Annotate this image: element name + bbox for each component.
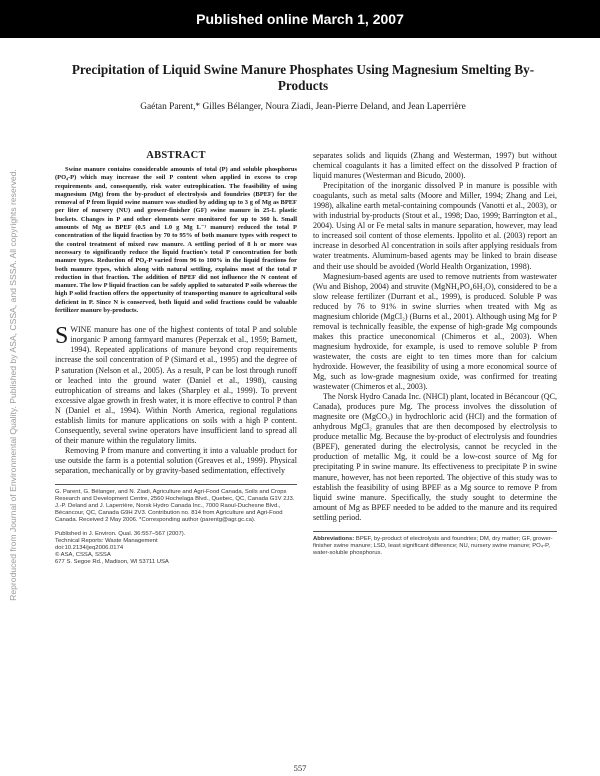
copyright-line: © ASA, CSSA, SSSA: [55, 551, 111, 558]
publication-info: [55, 531, 297, 566]
abbreviations-label: Abbreviations:: [313, 535, 355, 542]
abbreviations-text: BPEF, by-product of electrolysis and foundries; DM, dry matter; GF, grower-finisher swine manure; LSD, least significant difference; NU, nursery swine manure; PO₄-P, water-soluble phosphorus.: [313, 535, 553, 556]
body-paragraph-norsk-hydro: The Norsk Hydro Canada Inc. (NHCI) plant, located in Bécancour (QC, Canada), produces pure Mg. The process involves the dissolution of magnesite ore (MgCO₃) in hydrochloric acid (HCl) and the formation of anhydrous MgCl₂ granules that are then decomposed by electrolysis to produce metallic Mg. Because the by-product of electrolysis and foundries (BPEF), generated during the electrolysis, cannot be recycled in the production of metallic Mg, it could be a low-cost source of Mg for precipitating P in swine manure. Its effectiveness to precipitate P in swine manure, however, has not been reported. The objective of this study was to establish the feasibility of using BPEF as a Mg source to remove P from liquid swine manure. Specifically, the study sought to determine the amount of Mg as BPEF needed to be added to the manure and its required settling period.: [313, 392, 557, 522]
abbreviations-divider: [313, 531, 557, 532]
copyright-sidebar: [7, 45, 19, 725]
abbreviations: [313, 536, 557, 557]
right-column: [313, 151, 557, 563]
copyright-notice: Reproduced from Journal of Environmental Quality. Published by ASA, CSSA, and SSSA. All copyrights reserved.: [8, 169, 18, 601]
intro-paragraph-2: Removing P from manure and converting it into a valuable product for use outside the farm is a potential solution (Greaves et al., 1999). Physical separation, mechanically or by gravity-based sedimentation, effectively: [55, 445, 297, 475]
left-column: [55, 150, 297, 572]
doi: doi:10.2134/jeq2006.0174: [55, 544, 124, 551]
body-paragraph-continued: separates solids and liquids (Zhang and Westerman, 1997) but without chemical coagulants it has a limited effect on the dissolved P fraction of liquid manures (Westerman and Bicudo, 2000).: [313, 151, 557, 181]
body-paragraph-precipitation: Precipitation of the inorganic dissolved P in manure is possible with coagulants, such as metal salts (Moore and Miller, 1994; Zhang and Lei, 1998), alkaline earth metal-containing compounds (Vanotti et al., 2003), or with industrial by-products (Stout et al., 1998; Dao, 1999; Barrington et al., 2004). Using Al or Fe metal salts in manure separation, however, may lead to increased soil content of those elements. Ippolito et al. (2003) report an increase in desorbed Al concentration in soils after applying residuals from water treatments. Aluminum-based agents may be linked to brain disease and their use should be avoided (World Health Organization, 1998).: [313, 181, 557, 271]
abstract-text: Swine manure contains considerable amounts of total (P) and soluble phosphorus (PO₄-P) which may increase the soil P content when applied in excess to crop requirements and, consequently, risk water eutrophication. The feasibility of using magnesium (Mg) from the by-product of electrolysis and foundries (BPEF) for the removal of P from liquid swine manure was studied by adding up to 3 g of Mg as BPEF per liter of nursery (NU) and grower-finisher (GF) swine manure in 25-L plastic buckets. Changes in P and other elements were monitored for up to 360 h. Small amounts of Mg as BPEF (0.5 and 1.0 g Mg L⁻¹ manure) reduced the total P concentration of the liquid fraction by 70 to 95% of both manure types with respect to the control treatment of mixed raw manure. A settling period of 8 h or more was necessary to significantly reduce the liquid fraction's total P concentration for both manure types. Reduction of PO₄-P varied from 96 to 100% in the liquid fractions for both manure types, which along with natural settling, explains most of the total P reduction in that fraction. The addition of BPEF did not influence the N content of manure. The low P liquid fraction can be safely applied to saturated P soils whereas the high P solid fraction offers the opportunity of transporting manure to agricultural soils deficient in P. Since N is conserved, both liquid and solid fractions could be valuable fertilizer manure by-products.: [55, 166, 297, 315]
intro-paragraph-1: [55, 325, 297, 446]
publication-banner: [0, 0, 600, 38]
page-number: 557: [293, 763, 307, 773]
report-category: Technical Reports: Waste Management: [55, 537, 158, 544]
publication-citation: Published in J. Environ. Qual. 36:557–567 (2007).: [55, 530, 186, 537]
author-list: Gaétan Parent,* Gilles Bélanger, Noura Ziadi, Jean-Pierre Deland, and Jean Laperrière: [140, 102, 466, 112]
intro-paragraph-1-text: WINE manure has one of the highest contents of total P and soluble inorganic P among farmyard manures (Peperzak et al., 1959; Barnett, 1994). Repeated applications of manure beyond crop requirements increase the soil concentration of P (Simard et al., 1995) and the degree of P saturation (Nelson et al., 2005). As a result, P can be lost through runoff or leached into the ground water (Daniel et al., 1998), causing eutrophication of streams and lakes (Sharpley et al., 1999). To prevent excessive algae growth in fresh water, it is more effective to control P than N (Daniel et al., 1994). Within North America, regional regulations establish limits for manure applications on soils with a high P content. Consequently, several swine operators have insufficient land to spread all of their manure within the regulatory limits.: [55, 325, 297, 445]
published-date: Published online March 1, 2007: [196, 11, 404, 27]
publisher-address: 677 S. Segoe Rd., Madison, WI 53711 USA: [55, 558, 169, 565]
abstract-heading: ABSTRACT: [146, 150, 206, 161]
article-title: Precipitation of Liquid Swine Manure Phosphates Using Magnesium Smelting By-Products: [71, 62, 535, 93]
footnote-divider: [55, 484, 297, 485]
author-affiliations: G. Parent, G. Bélanger, and N. Ziadi, Agriculture and Agri-Food Canada, Soils and Crops Research and Development Centre, 2560 Hochelaga Blvd., Quebec, QC, Canada G1V 2J3. J.-P. Deland and J. Laperrière, Norsk Hydro Canada Inc., 7000 Raoul-Duchesne Blvd., Bécancour, QC, Canada G9H 2V3. Contribution no. 814 from Agriculture and Agri-Food Canada. Received 2 May 2006. *Corresponding author (parentg@agr.gc.ca).: [55, 489, 295, 524]
body-paragraph-magnesium: Magnesium-based agents are used to remove nutrients from wastewater (Wu and Bishop, 2004) and struvite (MgNH₄PO₄6H₂O), considered to be a slow release fertilizer (Durrant et al., 1999), is produced. Soluble P was reduced by 76 to 91% in swine slurries when treated with Mg as magnesium chloride (MgCl₂) (Burns et al., 2001). Although using Mg for P removal is technically feasible, the expense of high-grade Mg compounds makes this practice uneconomical (Chimeros et al., 2003). When magnesium hydroxide, for example, is used to remove soluble P from wastewater, the costs are eight to ten times more than for calcium hydroxide. However, the feasibility of using a more economical source of Mg, such as low-grade magnesium oxide, was confirmed for treating wastewater (Chimeros et al., 2003).: [313, 271, 557, 392]
drop-cap: S: [55, 323, 69, 350]
